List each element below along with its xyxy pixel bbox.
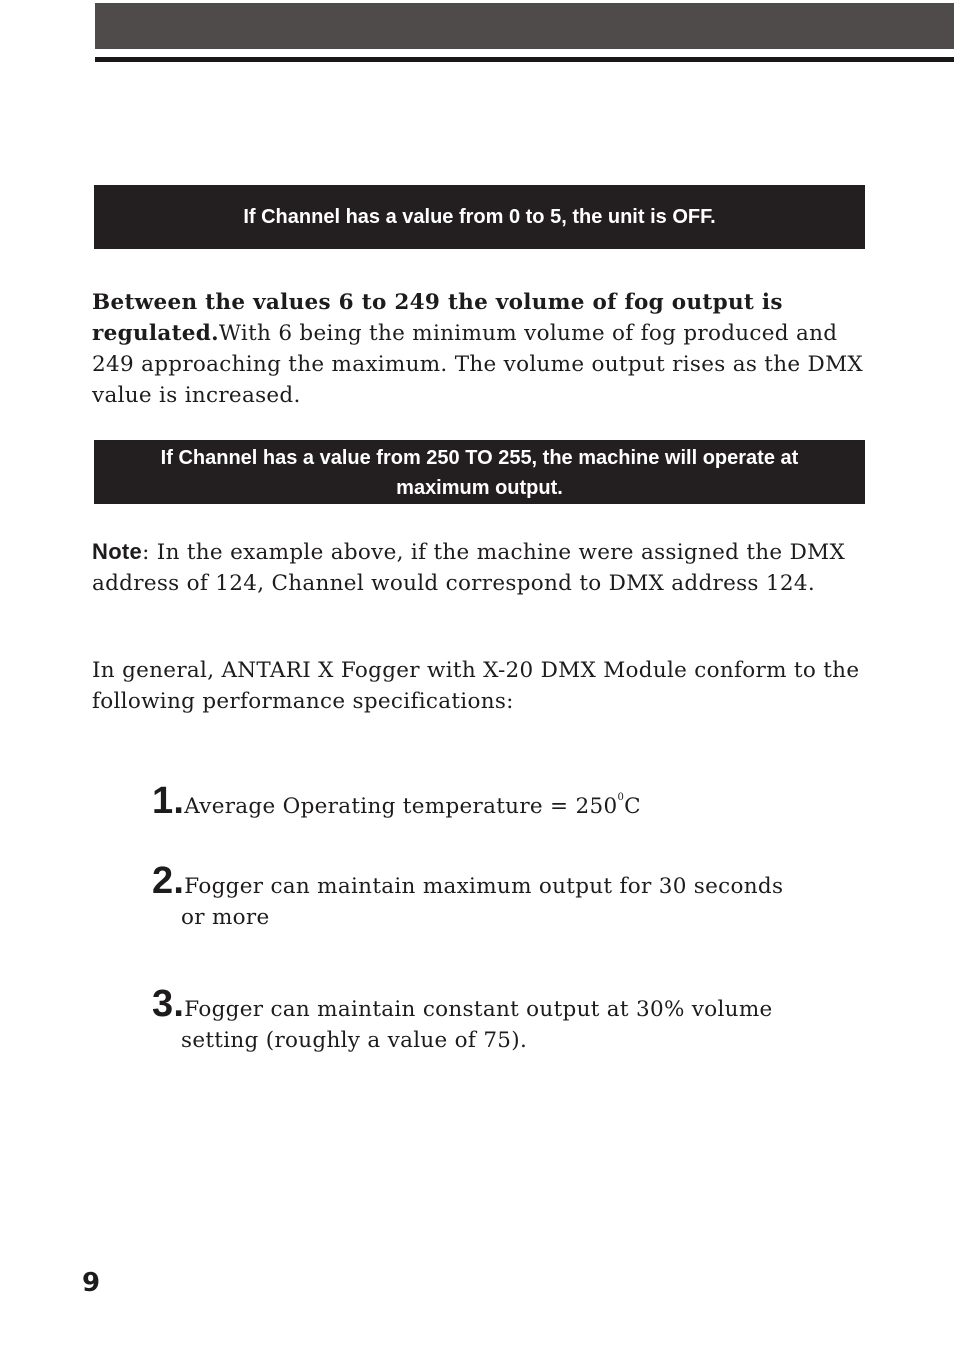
spec-number: 1. (152, 780, 185, 822)
spec-number: 3. (152, 983, 185, 1025)
spec-suffix: C (624, 794, 641, 819)
spec-text-line2: or more (181, 905, 270, 930)
banner-unit-off (94, 185, 865, 249)
note-text: : In the example above, if the machine were assigned the DMX address of 124, Channel would correspond to DMX address 124. (92, 540, 846, 596)
note-label: Note (92, 539, 143, 564)
spec-text: Fogger can maintain maximum output for 30 seconds (184, 874, 784, 899)
note-paragraph (92, 536, 872, 599)
spec-text-line2: setting (roughly a value of 75). (181, 1028, 528, 1053)
spec-item (152, 780, 842, 823)
paragraph-regulated (92, 287, 872, 411)
banner-max-output-line2: maximum output. (396, 477, 563, 499)
spec-text: Fogger can maintain constant output at 30% volume (184, 997, 773, 1022)
spec-text: Average Operating temperature = 250 (184, 794, 618, 819)
banner-max-output (94, 440, 865, 504)
spec-item (152, 983, 842, 1053)
header-rule (95, 57, 954, 62)
spec-item (152, 860, 842, 930)
header-bar (95, 3, 954, 49)
spec-superscript: 0 (617, 792, 625, 803)
page-number: 9 (82, 1268, 101, 1298)
banner-unit-off-text: If Channel has a value from 0 to 5, the unit is OFF. (243, 206, 716, 228)
banner-max-output-line1: If Channel has a value from 250 TO 255, the machine will operate at (160, 447, 799, 469)
paragraph-regulated-body: With 6 being the minimum volume of fog produced and 249 approaching the maximum. The volume output rises as the DMX value is increased. (92, 321, 863, 408)
general-intro: In general, ANTARI X Fogger with X-20 DMX Module conform to the following performance specifications: (92, 658, 860, 714)
paragraph-regulated-lead: Between the values 6 to 249 the volume of fog output is regulated. (92, 290, 783, 346)
spec-number: 2. (152, 860, 185, 902)
